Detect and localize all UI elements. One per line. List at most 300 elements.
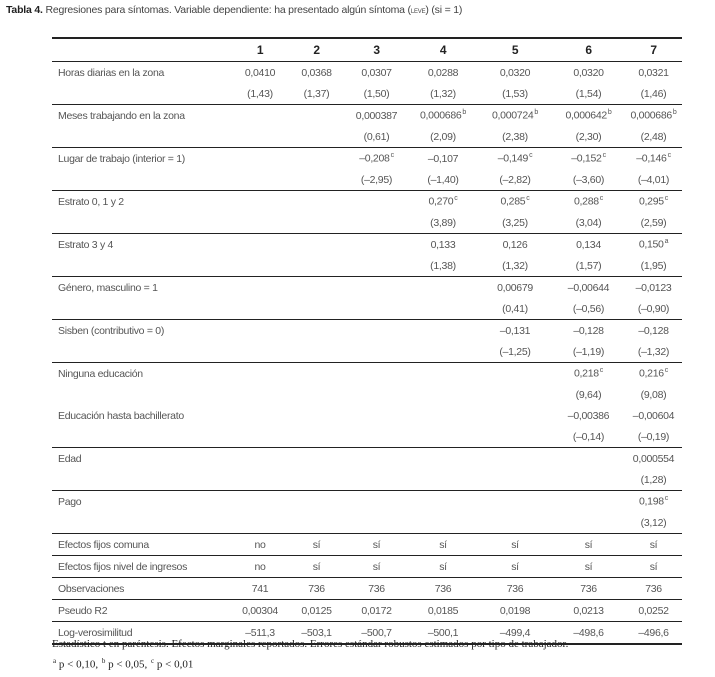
row-label-blank — [52, 126, 232, 148]
coefficient-value: –0,152 — [571, 152, 602, 165]
stat-cell: 0,0252 — [625, 600, 682, 622]
coefficient-cell — [288, 105, 345, 127]
coefficient-cell — [232, 234, 288, 256]
coefficient-value: 0,0320 — [573, 66, 604, 79]
significance-mark: b — [534, 109, 538, 117]
t-statistic-cell — [478, 384, 552, 405]
coefficient-cell — [288, 320, 345, 342]
column-header: 6 — [585, 43, 592, 57]
coefficient-value: –0,00644 — [567, 281, 610, 294]
coef-row — [52, 277, 682, 299]
sig-b-text: p < 0,05, — [105, 658, 151, 671]
t-statistic-cell — [232, 212, 288, 234]
coefficient-cell — [552, 191, 625, 213]
stat-cell: sí — [288, 556, 345, 578]
tstat-row — [52, 469, 682, 491]
coefficient-cell — [552, 277, 625, 299]
t-statistic-cell: (2,38) — [478, 126, 552, 148]
coefficient-cell — [408, 191, 478, 213]
coefficient-cell — [552, 105, 625, 127]
row-label: Estrato 0, 1 y 2 — [58, 195, 124, 208]
coefficient-cell — [408, 62, 478, 84]
coefficient-value: –0,128 — [573, 324, 604, 337]
coefficient-cell — [408, 105, 478, 127]
stat-cell: –500,1 — [408, 622, 478, 645]
t-statistic-cell — [288, 384, 345, 405]
stat-cell: sí — [345, 556, 408, 578]
tstat-row — [52, 83, 682, 105]
tstat-row — [52, 512, 682, 534]
t-statistic-cell: (1,37) — [288, 83, 345, 105]
tstat-row — [52, 169, 682, 191]
coef-row — [52, 234, 682, 256]
table-number: Tabla 4. — [6, 4, 43, 16]
coefficient-cell — [478, 148, 552, 170]
stat-cell: –511,3 — [232, 622, 288, 645]
sig-a-text: p < 0,10, — [56, 658, 101, 671]
coef-row — [52, 148, 682, 170]
stat-cell: sí — [478, 556, 552, 578]
t-statistic-cell — [288, 469, 345, 491]
coefficient-cell — [408, 405, 478, 426]
coefficient-cell — [552, 62, 625, 84]
table-caption — [6, 4, 462, 16]
coefficient-value: 0,150 — [638, 238, 664, 251]
significance-mark: c — [667, 152, 671, 160]
stat-row — [52, 600, 682, 622]
coefficient-value: –0,00386 — [567, 409, 610, 422]
tstat-row — [52, 341, 682, 363]
coefficient-cell — [232, 448, 288, 470]
header-blank — [52, 38, 232, 62]
coefficient-cell — [232, 191, 288, 213]
caption-text-end: ) (si = 1) — [425, 4, 463, 16]
coefficient-cell — [288, 148, 345, 170]
coefficient-cell — [625, 191, 682, 213]
t-statistic-cell — [478, 469, 552, 491]
significance-mark: a — [664, 238, 669, 246]
coefficient-cell — [625, 363, 682, 385]
t-statistic-cell: (–1,32) — [625, 341, 682, 363]
t-statistic-cell: (–2,82) — [478, 169, 552, 191]
coefficient-cell — [288, 234, 345, 256]
t-statistic-cell — [408, 512, 478, 534]
t-statistic-cell: (–0,14) — [552, 426, 625, 448]
coefficient-cell — [625, 105, 682, 127]
stat-row — [52, 556, 682, 578]
t-statistic-cell: (1,32) — [478, 255, 552, 277]
t-statistic-cell — [345, 384, 408, 405]
significance-mark: c — [390, 152, 394, 160]
stat-cell: sí — [408, 556, 478, 578]
column-header: 1 — [256, 43, 264, 57]
coefficient-value: 0,134 — [576, 238, 601, 251]
significance-mark: c — [454, 195, 458, 203]
coefficient-cell — [345, 191, 408, 213]
coefficient-value: 0,133 — [430, 238, 456, 251]
stat-cell: –496,6 — [625, 622, 682, 645]
coef-row — [52, 320, 682, 342]
coefficient-value: –0,208 — [359, 152, 390, 165]
row-label: Log-verosimilitud — [52, 622, 232, 645]
t-statistic-cell: (3,89) — [408, 212, 478, 234]
column-header: 7 — [650, 43, 657, 57]
coefficient-cell — [232, 363, 288, 385]
coef-row — [52, 491, 682, 513]
coefficient-cell — [232, 277, 288, 299]
coefficient-cell — [478, 491, 552, 513]
t-statistic-cell: (–1,40) — [408, 169, 478, 191]
row-label-blank — [52, 255, 232, 277]
t-statistic-cell — [478, 512, 552, 534]
coefficient-cell — [288, 405, 345, 426]
regression-table — [52, 37, 682, 645]
stat-cell: –498,6 — [552, 622, 625, 645]
row-label: Edad — [58, 452, 82, 465]
coefficient-value: 0,198 — [639, 495, 664, 508]
significance-mark: b — [672, 109, 677, 117]
coefficient-cell — [478, 105, 552, 127]
coefficient-cell — [552, 491, 625, 513]
coefficient-value: 0,0368 — [301, 66, 332, 79]
row-label-blank — [52, 298, 232, 320]
coefficient-cell — [408, 320, 478, 342]
coefficient-cell — [345, 277, 408, 299]
coefficient-cell — [552, 363, 625, 385]
t-statistic-cell — [552, 512, 625, 534]
stat-cell: –500,7 — [345, 622, 408, 645]
stat-cell: sí — [552, 556, 625, 578]
row-label: Meses trabajando en la zona — [58, 109, 185, 122]
coefficient-cell — [345, 320, 408, 342]
significance-mark: c — [602, 152, 606, 160]
t-statistic-cell: (0,61) — [345, 126, 408, 148]
t-statistic-cell — [288, 426, 345, 448]
coefficient-value: –0,107 — [427, 152, 459, 165]
t-statistic-cell — [232, 469, 288, 491]
significance-mark: c — [664, 195, 668, 203]
coef-row — [52, 448, 682, 470]
coefficient-cell — [625, 491, 682, 513]
t-statistic-cell: (1,43) — [232, 83, 288, 105]
coef-row — [52, 191, 682, 213]
coefficient-value: –0,00604 — [632, 409, 675, 422]
t-statistic-cell: (3,04) — [552, 212, 625, 234]
column-header: 2 — [313, 43, 320, 57]
stat-cell: 741 — [232, 578, 288, 600]
caption-text: Regresiones para síntomas. Variable dependiente: ha presentado algún síntoma ( — [42, 4, 411, 16]
row-label-blank — [52, 212, 232, 234]
t-statistic-cell — [408, 426, 478, 448]
t-statistic-cell — [232, 426, 288, 448]
t-statistic-cell — [552, 469, 625, 491]
t-statistic-cell: (–1,25) — [478, 341, 552, 363]
coefficient-cell — [408, 277, 478, 299]
stat-cell: 736 — [625, 578, 682, 600]
t-statistic-cell — [288, 169, 345, 191]
coefficient-value: 0,000642 — [565, 109, 607, 122]
stat-cell: 0,0125 — [288, 600, 345, 622]
stat-cell: sí — [625, 534, 682, 556]
t-statistic-cell: (1,28) — [625, 469, 682, 491]
t-statistic-cell: (–4,01) — [625, 169, 682, 191]
t-statistic-cell — [345, 469, 408, 491]
t-statistic-cell: (2,30) — [552, 126, 625, 148]
t-statistic-cell — [345, 426, 408, 448]
coefficient-value: 0,0307 — [361, 66, 392, 79]
t-statistic-cell — [288, 255, 345, 277]
coefficient-cell — [345, 491, 408, 513]
coefficient-value: 0,216 — [639, 367, 664, 380]
t-statistic-cell — [345, 212, 408, 234]
stat-cell: 0,0213 — [552, 600, 625, 622]
row-label: Efectos fijos nivel de ingresos — [52, 556, 232, 578]
stat-cell: sí — [625, 556, 682, 578]
coefficient-cell — [408, 491, 478, 513]
coefficient-cell — [288, 491, 345, 513]
significance-mark: c — [599, 195, 603, 203]
stat-cell: sí — [552, 534, 625, 556]
coefficient-cell — [345, 448, 408, 470]
coefficient-value: –0,0123 — [635, 281, 672, 294]
sig-c-text: p < 0,01 — [154, 658, 194, 671]
t-statistic-cell — [408, 469, 478, 491]
header-row — [52, 38, 682, 62]
coefficient-cell — [232, 148, 288, 170]
stat-cell: sí — [288, 534, 345, 556]
stat-cell: 0,00304 — [232, 600, 288, 622]
t-statistic-cell: (1,32) — [408, 83, 478, 105]
coefficient-value: –0,128 — [638, 324, 669, 337]
coefficient-cell — [625, 320, 682, 342]
coefficient-value: 0,000724 — [492, 109, 534, 122]
coefficient-cell — [232, 62, 288, 84]
sig-c: c — [151, 657, 155, 665]
t-statistic-cell — [288, 512, 345, 534]
coefficient-value: 0,270 — [428, 195, 454, 208]
sig-b: b — [101, 657, 106, 665]
t-statistic-cell — [345, 512, 408, 534]
coefficient-value: 0,0321 — [638, 66, 669, 79]
coefficient-value: –0,131 — [499, 324, 531, 337]
coefficient-value: 0,288 — [574, 195, 599, 208]
t-statistic-cell: (1,38) — [408, 255, 478, 277]
significance-mark: c — [526, 195, 530, 203]
t-statistic-cell: (–0,19) — [625, 426, 682, 448]
coefficient-cell — [288, 448, 345, 470]
tstat-row — [52, 126, 682, 148]
coefficient-cell — [625, 448, 682, 470]
t-statistic-cell — [345, 341, 408, 363]
coefficient-cell — [478, 191, 552, 213]
t-statistic-cell: (1,95) — [625, 255, 682, 277]
t-statistic-cell — [408, 384, 478, 405]
row-label: Lugar de trabajo (interior = 1) — [58, 152, 185, 165]
coefficient-value: –0,149 — [497, 152, 529, 165]
stat-cell: no — [232, 556, 288, 578]
t-statistic-cell: (1,46) — [625, 83, 682, 105]
stat-cell: sí — [408, 534, 478, 556]
significance-mark: b — [607, 109, 612, 117]
significance-mark: b — [462, 109, 466, 117]
coefficient-cell — [478, 363, 552, 385]
t-statistic-cell — [232, 126, 288, 148]
coefficient-cell — [552, 234, 625, 256]
significance-mark: c — [599, 367, 603, 375]
row-label: Estrato 3 y 4 — [58, 238, 114, 251]
coef-row — [52, 405, 682, 426]
coefficient-cell — [232, 320, 288, 342]
tstat-row — [52, 298, 682, 320]
stat-cell: 736 — [345, 578, 408, 600]
row-label: Sisben (contributivo = 0) — [58, 324, 165, 337]
coefficient-value: 0,295 — [639, 195, 664, 208]
coefficient-value: 0,000686 — [630, 109, 672, 122]
coefficient-cell — [552, 148, 625, 170]
t-statistic-cell: (9,64) — [575, 388, 602, 401]
stat-cell: 736 — [408, 578, 478, 600]
coefficient-cell — [345, 148, 408, 170]
coefficient-cell — [625, 234, 682, 256]
significance-mark: c — [529, 152, 533, 160]
row-label-blank — [52, 169, 232, 191]
t-statistic-cell — [408, 298, 478, 320]
stat-cell: 0,0172 — [345, 600, 408, 622]
t-statistic-cell — [232, 384, 288, 405]
row-label: Género, masculino = 1 — [58, 281, 158, 294]
row-label: Pago — [58, 495, 82, 508]
stat-cell: 0,0185 — [408, 600, 478, 622]
row-label-blank — [52, 512, 232, 534]
stat-cell: sí — [478, 534, 552, 556]
coefficient-value: 0,0320 — [499, 66, 531, 79]
stat-cell: 736 — [552, 578, 625, 600]
coefficient-cell — [408, 448, 478, 470]
row-label-blank — [52, 384, 232, 405]
coefficient-cell — [408, 148, 478, 170]
coefficient-cell — [345, 105, 408, 127]
stat-cell: –503,1 — [288, 622, 345, 645]
t-statistic-cell — [232, 255, 288, 277]
t-statistic-cell — [478, 426, 552, 448]
column-header: 5 — [511, 43, 519, 57]
stat-cell: sí — [345, 534, 408, 556]
t-statistic-cell: (–1,19) — [552, 341, 625, 363]
stat-cell: 736 — [478, 578, 552, 600]
footnote-1: Estadístico t en paréntesis. Efectos marginales reportados. Errores estándar robustos estimados por tipo de trabajador. — [52, 638, 569, 650]
stat-cell: –499,4 — [478, 622, 552, 645]
t-statistic-cell: (–0,56) — [552, 298, 625, 320]
coefficient-cell — [232, 405, 288, 426]
column-header: 4 — [439, 43, 447, 57]
coefficient-cell — [625, 405, 682, 426]
tstat-row — [52, 384, 682, 405]
t-statistic-cell — [288, 341, 345, 363]
coefficient-cell — [478, 277, 552, 299]
coefficient-cell — [408, 363, 478, 385]
stat-row — [52, 578, 682, 600]
t-statistic-cell — [288, 126, 345, 148]
row-label: Pseudo R2 — [52, 600, 232, 622]
coefficient-value: 0,000387 — [355, 109, 398, 122]
tstat-row — [52, 212, 682, 234]
coefficient-value: 0,285 — [500, 195, 526, 208]
t-statistic-cell: (1,57) — [552, 255, 625, 277]
t-statistic-cell: (9,08) — [640, 388, 667, 401]
coefficient-cell — [288, 62, 345, 84]
coefficient-cell — [625, 148, 682, 170]
t-statistic-cell: (2,09) — [408, 126, 478, 148]
t-statistic-cell: (2,59) — [625, 212, 682, 234]
stat-cell: 0,0198 — [478, 600, 552, 622]
stat-cell: no — [232, 534, 288, 556]
t-statistic-cell: (3,12) — [625, 512, 682, 534]
t-statistic-cell: (1,50) — [345, 83, 408, 105]
row-label: Observaciones — [52, 578, 232, 600]
row-label-blank — [52, 469, 232, 491]
row-label: Efectos fijos comuna — [52, 534, 232, 556]
t-statistic-cell: (3,25) — [478, 212, 552, 234]
stat-row — [52, 534, 682, 556]
coefficient-value: 0,0410 — [244, 66, 276, 79]
footnote-significance — [52, 657, 193, 671]
coef-row — [52, 363, 682, 385]
t-statistic-cell: (–0,90) — [625, 298, 682, 320]
coefficient-value: 0,000686 — [420, 109, 462, 122]
t-statistic-cell — [232, 341, 288, 363]
t-statistic-cell: (2,48) — [625, 126, 682, 148]
t-statistic-cell — [345, 298, 408, 320]
coefficient-value: 0,126 — [502, 238, 528, 251]
coef-row — [52, 105, 682, 127]
tstat-row — [52, 255, 682, 277]
coefficient-cell — [232, 105, 288, 127]
t-statistic-cell — [345, 255, 408, 277]
t-statistic-cell: (–2,95) — [345, 169, 408, 191]
coefficient-value: 0,0288 — [427, 66, 459, 79]
coefficient-cell — [478, 234, 552, 256]
coefficient-cell — [625, 277, 682, 299]
significance-mark: c — [664, 495, 668, 503]
t-statistic-cell — [232, 512, 288, 534]
row-label-blank — [52, 426, 232, 448]
row-label-blank — [52, 83, 232, 105]
coefficient-cell — [345, 405, 408, 426]
stat-cell: 736 — [288, 578, 345, 600]
coefficient-cell — [408, 234, 478, 256]
t-statistic-cell — [288, 298, 345, 320]
coefficient-cell — [478, 320, 552, 342]
significance-mark: c — [664, 367, 668, 375]
coefficient-cell — [552, 448, 625, 470]
coefficient-value: 0,218 — [574, 367, 599, 380]
t-statistic-cell: (–3,60) — [552, 169, 625, 191]
tstat-row — [52, 426, 682, 448]
coefficient-cell — [232, 491, 288, 513]
t-statistic-cell: (0,41) — [478, 298, 552, 320]
coefficient-cell — [288, 277, 345, 299]
coefficient-value: 0,000554 — [632, 452, 675, 465]
row-label: Ninguna educación — [58, 367, 143, 380]
t-statistic-cell: (1,54) — [552, 83, 625, 105]
t-statistic-cell — [288, 212, 345, 234]
t-statistic-cell — [408, 341, 478, 363]
coefficient-cell — [288, 363, 345, 385]
coefficient-cell — [552, 320, 625, 342]
coef-row — [52, 62, 682, 84]
sig-a: a — [53, 657, 57, 665]
coefficient-cell — [345, 234, 408, 256]
